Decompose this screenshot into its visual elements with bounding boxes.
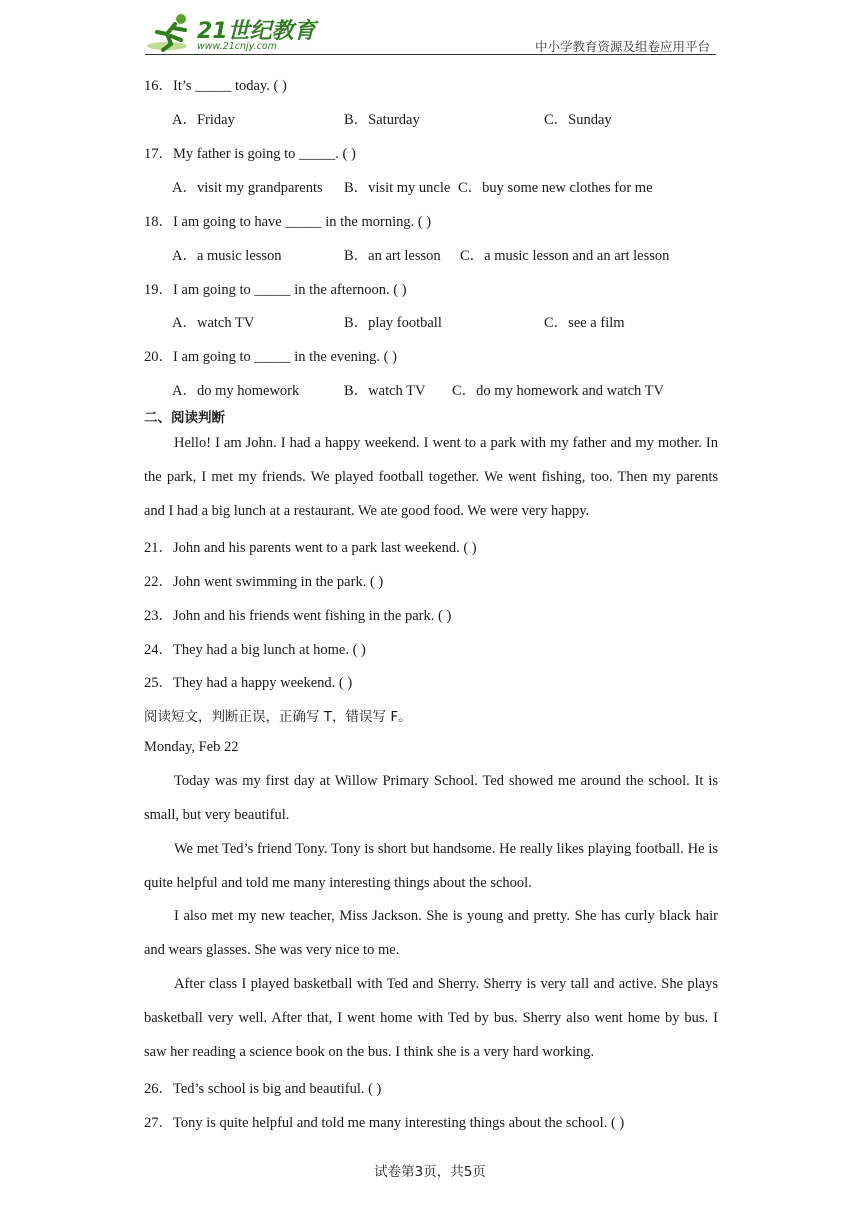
question-24: 24．They had a big lunch at home. ( ) [144,642,366,658]
question-19-stem: 19．I am going to _____ in the afternoon. ( ) [144,282,407,298]
question-17-stem: 17．My father is going to _____. ( ) [144,146,356,162]
question-19-option-c: C．see a film [544,315,625,331]
header-divider [145,54,716,55]
question-20-stem: 20．I am going to _____ in the evening. ( ) [144,349,397,365]
question-20-option-b: B．watch TV [344,383,426,399]
question-22: 22．John went swimming in the park. ( ) [144,574,384,590]
logo-url-text: www.21cnjy.com [197,41,277,52]
question-25: 25．They had a happy weekend. ( ) [144,675,353,691]
question-21: 21．John and his parents went to a park last weekend. ( ) [144,540,477,556]
page-footer: 试卷第3页，共5页 [374,1164,486,1180]
diary-paragraph-2: We met Ted’s friend Tony. Tony is short but handsome. He really likes playing football. He is quite helpful and told me many interesting things about the school. [144,841,718,891]
question-23: 23．John and his friends went fishing in the park. ( ) [144,608,452,624]
platform-label: 中小学教育资源及组卷应用平台 [534,39,710,54]
diary-date: Monday, Feb 22 [144,739,239,755]
diary-paragraph-3: I also met my new teacher, Miss Jackson. She is young and pretty. She has curly black hair and wears glasses. She was very nice to me. [144,908,718,958]
question-16-option-b: B．Saturday [344,112,420,128]
logo-main-text: 21世纪教育 [197,19,316,44]
section-2-title: 二、阅读判断 [144,410,225,426]
question-20-option-c: C．do my homework and watch TV [452,383,664,399]
diary-paragraph-1: Today was my first day at Willow Primary School. Ted showed me around the school. It is small, but very beautiful. [144,773,718,823]
section-3-instruction: 阅读短文，判断正误，正确写 T，错误写 F。 [144,709,412,725]
question-17-option-b: B．visit my uncle [344,180,451,196]
question-18-option-a: A．a music lesson [172,248,282,264]
question-18-stem: 18．I am going to have _____ in the morning. ( ) [144,214,432,230]
question-26: 26．Ted’s school is big and beautiful. ( ) [144,1081,382,1097]
question-16-option-c: C．Sunday [544,112,612,128]
question-20-option-a: A．do my homework [172,383,300,399]
question-18-option-c: C．a music lesson and an art lesson [460,248,670,264]
question-19-option-a: A．watch TV [172,315,255,331]
section-2-passage: Hello! I am John. I had a happy weekend. I went to a park with my father and my mother. In the park, I met my friends. We played football together. We went fishing, too. Then my parents and I had a big lunch at a restaurant. We ate good food. We were very happy. [144,435,718,519]
diary-paragraph-4: After class I played basketball with Ted and Sherry. Sherry is very tall and active. She plays basketball very well. After that, I went home with Ted by bus. Sherry also went home by bus. I saw her reading a science book on the bus. I think she is a very hard working. [144,976,718,1060]
question-18-option-b: B．an art lesson [344,248,441,264]
question-17-option-c: C．buy some new clothes for me [458,180,653,196]
question-16-stem: 16．It’s _____ today. ( ) [144,78,287,94]
question-17-option-a: A．visit my grandparents [172,180,323,196]
site-logo [145,12,315,54]
question-19-option-b: B．play football [344,315,442,331]
question-16-option-a: A．Friday [172,112,235,128]
question-27: 27．Tony is quite helpful and told me many interesting things about the school. ( ) [144,1115,625,1131]
